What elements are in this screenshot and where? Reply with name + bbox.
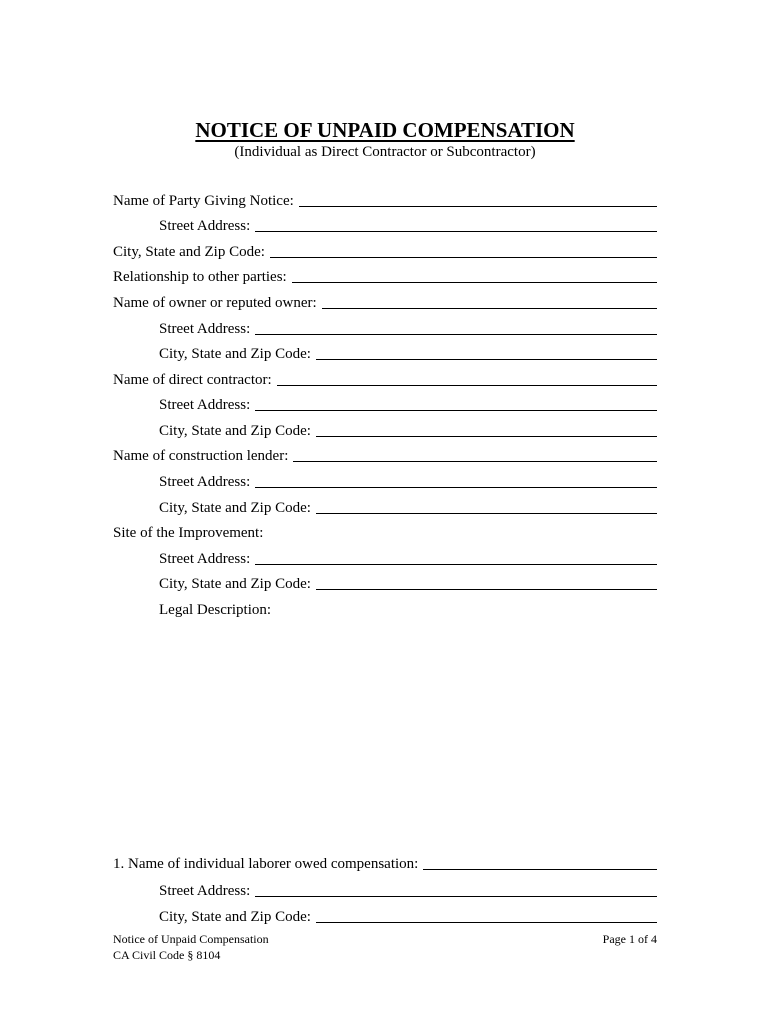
owner-name-field[interactable] (113, 292, 657, 312)
document-subtitle: (Individual as Direct Contractor or Subcontractor) (234, 144, 536, 160)
lender-city-state-zip-field[interactable] (159, 497, 657, 517)
fill-line[interactable] (299, 190, 657, 207)
laborer-city-state-zip-field[interactable] (159, 906, 657, 926)
field-label: Name of construction lender: (113, 448, 289, 464)
fill-line[interactable] (423, 853, 657, 870)
field-label: Street Address: (159, 551, 251, 567)
party-street-address-field[interactable] (159, 215, 657, 235)
site-of-improvement-heading (113, 522, 657, 542)
fill-line[interactable] (255, 880, 657, 897)
field-label: City, State and Zip Code: (113, 244, 265, 260)
document-title: NOTICE OF UNPAID COMPENSATION (195, 118, 575, 142)
laborer-street-address-field[interactable] (159, 880, 657, 900)
footer-document-info (113, 931, 269, 963)
field-label: Name of direct contractor: (113, 372, 272, 388)
field-label: Street Address: (159, 321, 251, 337)
fill-line[interactable] (255, 318, 657, 335)
direct-contractor-name-field[interactable] (113, 369, 657, 389)
field-label: Name of Party Giving Notice: (113, 193, 294, 209)
field-label: Legal Description: (159, 602, 272, 618)
field-label: City, State and Zip Code: (159, 423, 311, 439)
footer-title: Notice of Unpaid Compensation (113, 932, 269, 946)
relationship-field[interactable] (113, 266, 657, 286)
field-label: Street Address: (159, 474, 251, 490)
fill-line[interactable] (316, 343, 657, 360)
lender-street-address-field[interactable] (159, 471, 657, 491)
field-label: City, State and Zip Code: (159, 576, 311, 592)
legal-description-label (159, 599, 657, 619)
field-label: Name of owner or reputed owner: (113, 295, 317, 311)
contractor-city-state-zip-field[interactable] (159, 420, 657, 440)
fill-line[interactable] (255, 394, 657, 411)
footer-code: CA Civil Code § 8104 (113, 948, 221, 962)
field-label: Site of the Improvement: (113, 525, 264, 541)
fill-line[interactable] (255, 471, 657, 488)
fill-line[interactable] (316, 906, 657, 923)
fill-line[interactable] (255, 215, 657, 232)
owner-city-state-zip-field[interactable] (159, 343, 657, 363)
party-city-state-zip-field[interactable] (113, 241, 657, 261)
field-label: Street Address: (159, 883, 251, 899)
owner-street-address-field[interactable] (159, 318, 657, 338)
field-label: 1. Name of individual laborer owed compensation: (113, 856, 419, 872)
field-label: City, State and Zip Code: (159, 909, 311, 925)
laborer-name-field[interactable] (113, 853, 657, 873)
fill-line[interactable] (277, 369, 657, 386)
field-label: Street Address: (159, 218, 251, 234)
construction-lender-name-field[interactable] (113, 445, 657, 465)
fill-line[interactable] (255, 548, 657, 565)
page-number: Page 1 of 4 (602, 932, 657, 946)
site-street-address-field[interactable] (159, 548, 657, 568)
field-label: Relationship to other parties: (113, 269, 287, 285)
site-city-state-zip-field[interactable] (159, 573, 657, 593)
party-giving-notice-field[interactable] (113, 190, 657, 210)
fill-line[interactable] (270, 241, 657, 258)
contractor-street-address-field[interactable] (159, 394, 657, 414)
fill-line[interactable] (316, 420, 657, 437)
field-label: City, State and Zip Code: (159, 346, 311, 362)
fill-line[interactable] (293, 445, 657, 462)
field-label: Street Address: (159, 397, 251, 413)
fill-line[interactable] (316, 573, 657, 590)
fill-line[interactable] (316, 497, 657, 514)
field-label: City, State and Zip Code: (159, 500, 311, 516)
fill-line[interactable] (322, 292, 657, 309)
fill-line[interactable] (292, 266, 657, 283)
